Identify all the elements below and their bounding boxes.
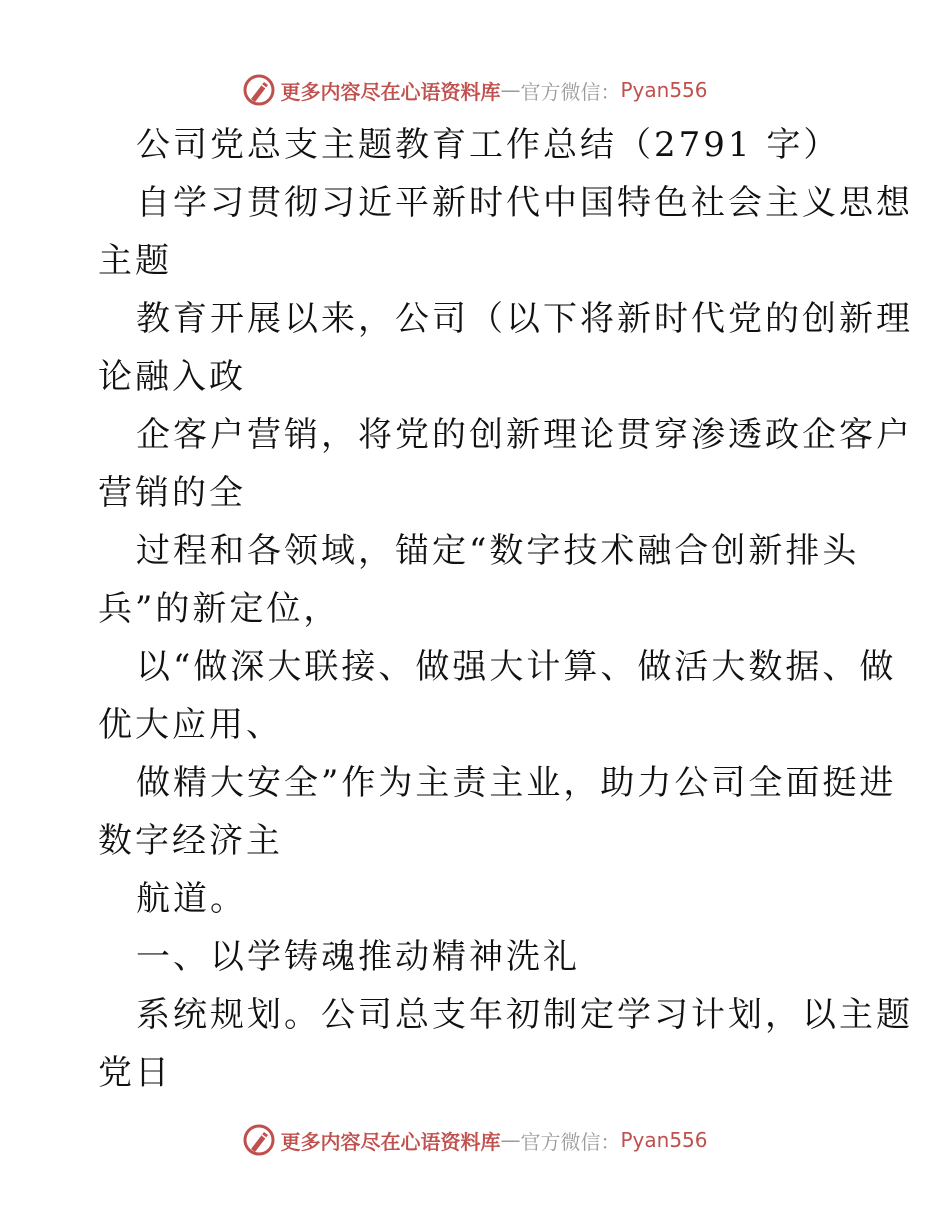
paragraph-line: 企客户营销，将党的创新理论贯穿渗透政企客户: [136, 415, 913, 455]
banner-dash: —: [500, 1128, 521, 1152]
pen-logo-icon: [242, 1123, 276, 1157]
banner-wechat-label: 官方微信：: [520, 1129, 621, 1154]
paragraph-line: 主题: [98, 241, 172, 281]
paragraph-line: 兵”的新定位，: [98, 589, 341, 629]
footer-watermark-banner: [0, 1120, 950, 1160]
paragraph-line: 以“做深大联接、做强大计算、做活大数据、做: [136, 647, 897, 687]
paragraph-line: 自学习贯彻习近平新时代中国特色社会主义思想: [136, 183, 913, 223]
paragraph-line: 系统规划。公司总支年初制定学习计划，以主题: [136, 995, 913, 1035]
paragraph-line: 数字经济主: [98, 821, 283, 861]
paragraph-line: 党日: [98, 1053, 172, 1093]
banner-wechat-id: Pyan556: [620, 1128, 708, 1152]
paragraph-line: 优大应用、: [98, 705, 283, 745]
banner-wechat-id: Pyan556: [620, 78, 708, 102]
pen-logo-icon: [242, 73, 276, 107]
paragraph-line: 航道。: [136, 879, 247, 919]
banner-dash: —: [500, 78, 521, 102]
banner-main-text: 更多内容尽在心语资料库: [280, 79, 501, 104]
banner-main-text: 更多内容尽在心语资料库: [280, 1129, 501, 1154]
header-watermark-banner: [0, 70, 950, 110]
paragraph-line: 论融入政: [98, 357, 246, 397]
paragraph-line: 过程和各领域，锚定“数字技术融合创新排头: [136, 531, 860, 571]
paragraph-line: 教育开展以来，公司（以下将新时代党的创新理: [136, 299, 913, 339]
paragraph-line: 营销的全: [98, 473, 246, 513]
document-title: 公司党总支主题教育工作总结（2791 字）: [136, 125, 841, 165]
document-body: [98, 116, 913, 1102]
section-heading: 一、以学铸魂推动精神洗礼: [136, 937, 580, 977]
paragraph-line: 做精大安全”作为主责主业，助力公司全面挺进: [136, 763, 897, 803]
banner-wechat-label: 官方微信：: [520, 79, 621, 104]
